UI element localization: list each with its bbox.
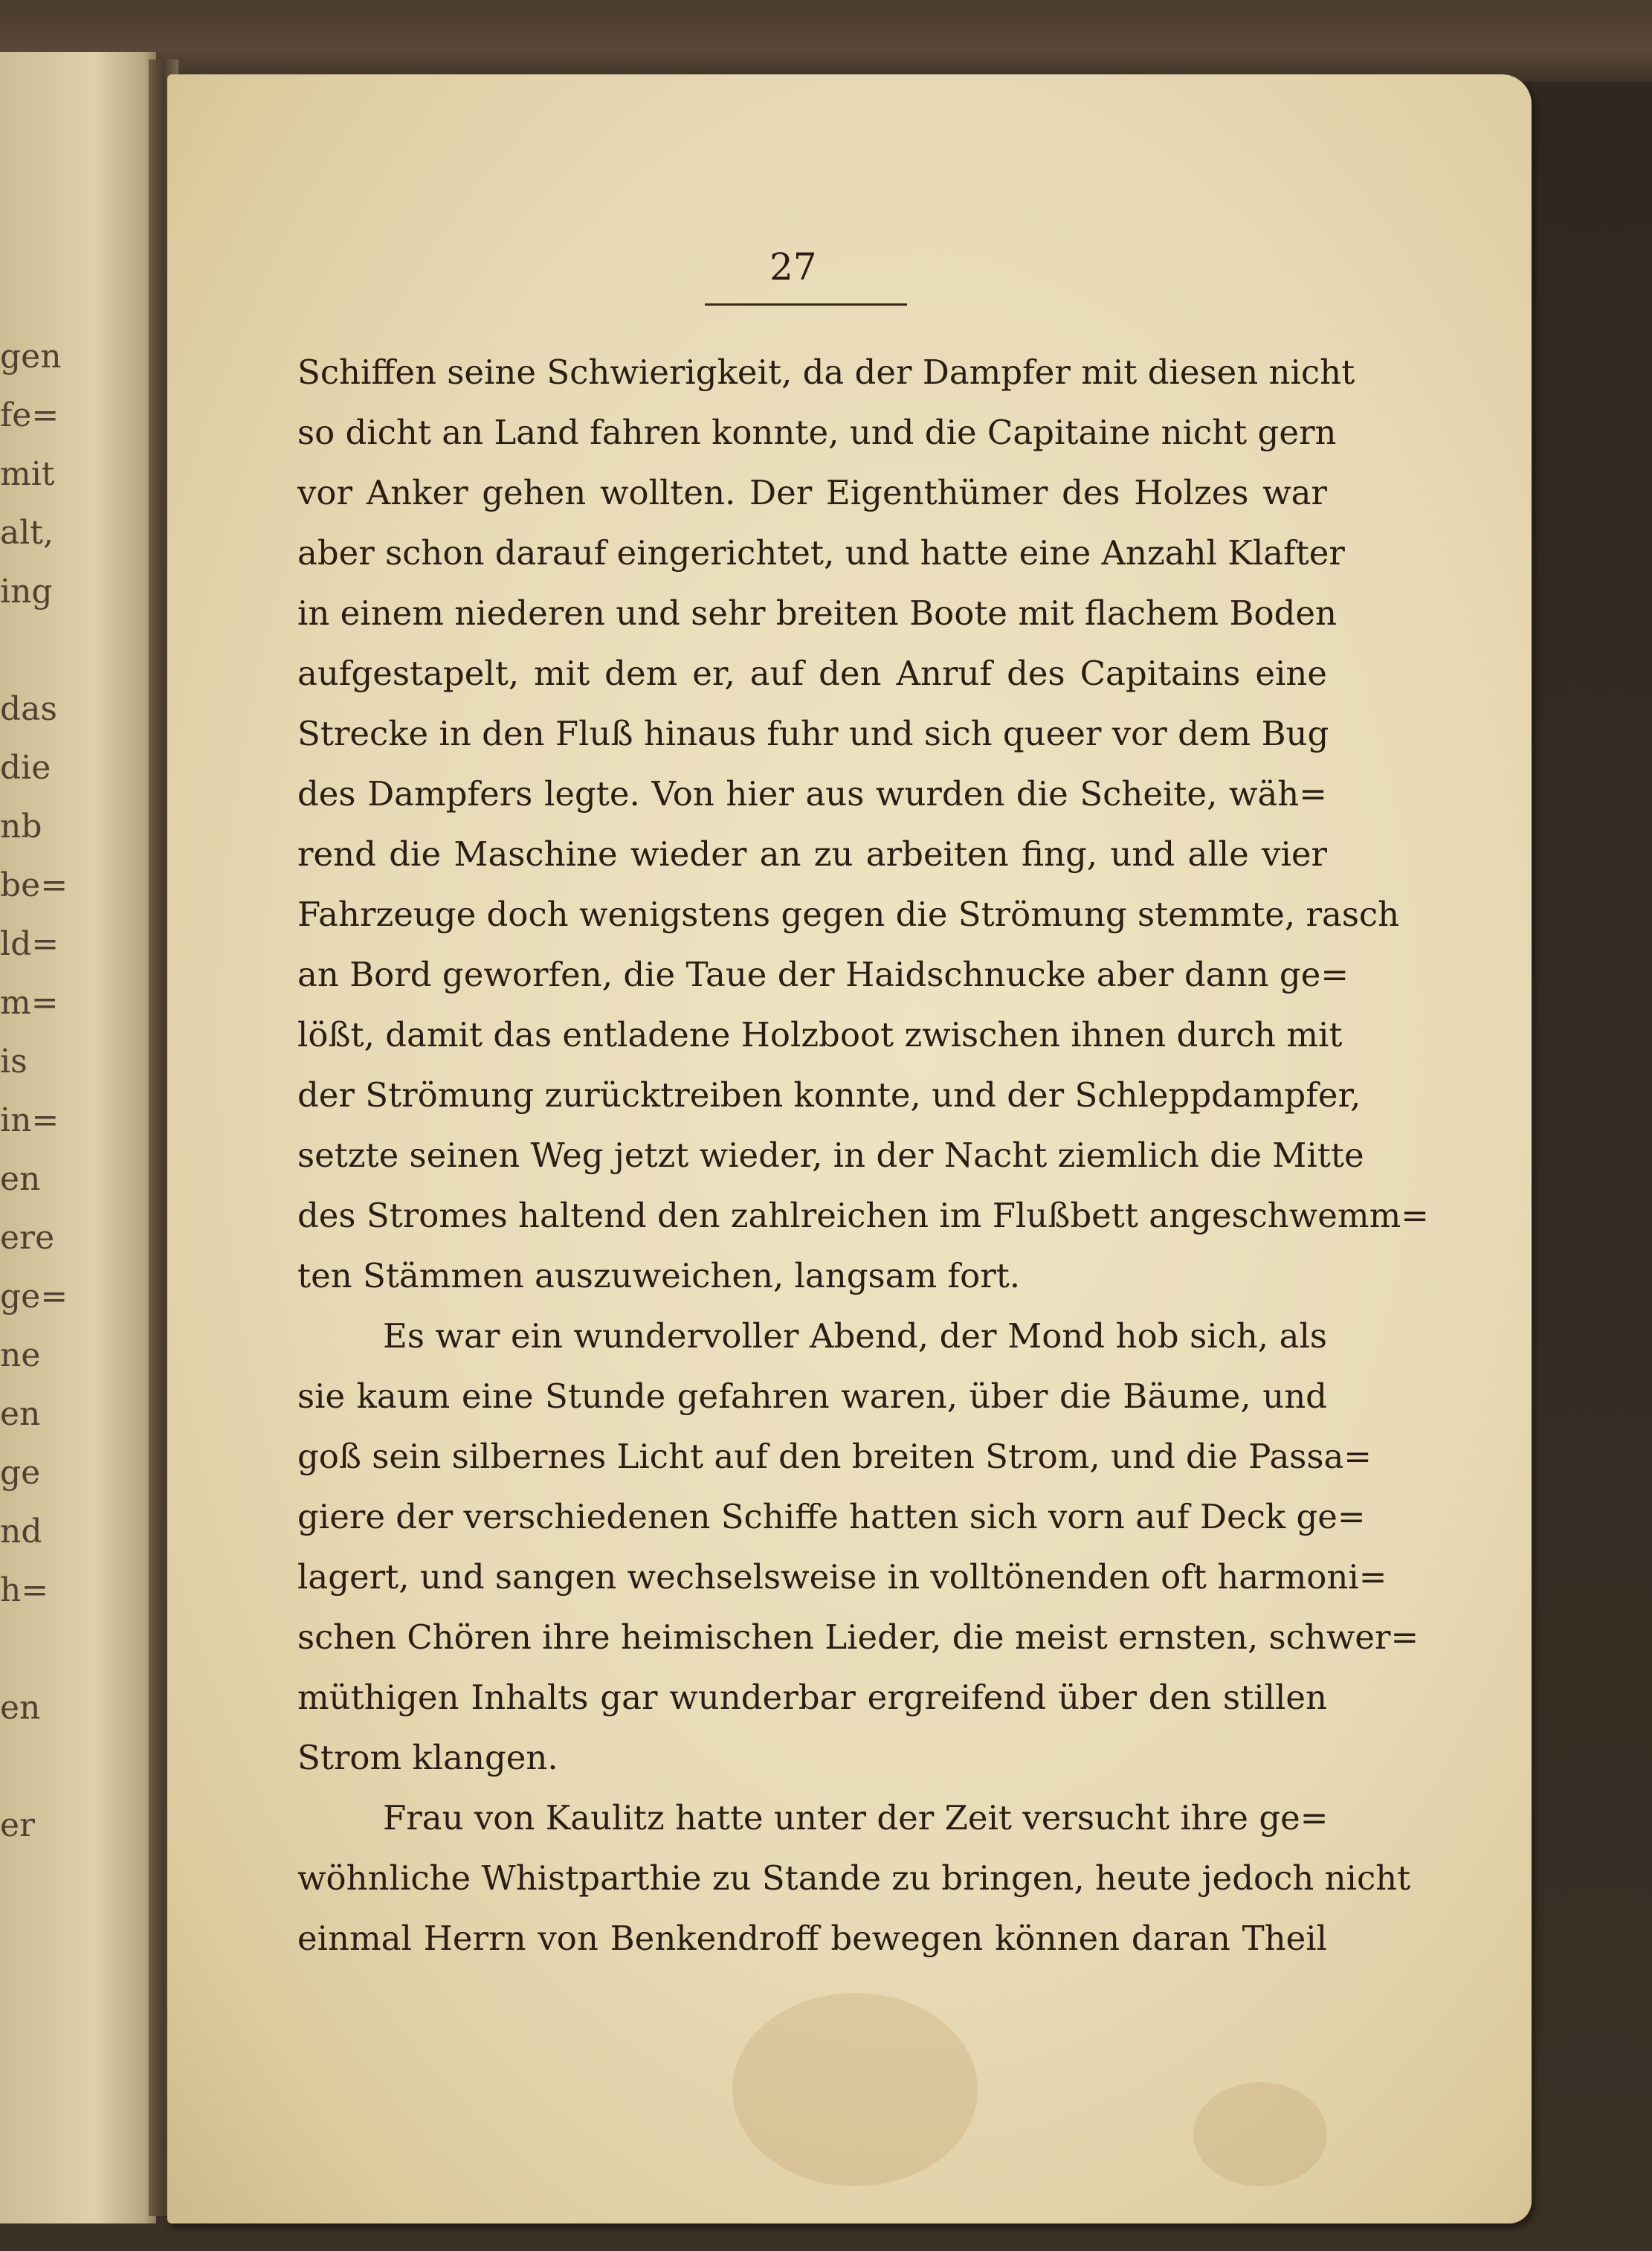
left-page-fragment: be= <box>0 866 68 904</box>
text-line: setzte seinen Weg jetzt wieder, in der Nacht ziemlich die Mitte <box>297 1136 1364 1175</box>
text-line: sie kaum eine Stunde gefahren waren, über die Bäume, und <box>297 1376 1327 1416</box>
text-line: Frau von Kaulitz hatte unter der Zeit versucht ihre ge= <box>383 1798 1329 1838</box>
left-page-fragment: die <box>0 749 51 787</box>
left-page-fragment: alt, <box>0 514 54 552</box>
body-text <box>297 342 1429 1968</box>
left-page-fragment: mit <box>0 455 55 493</box>
left-page-fragment <box>0 1737 67 1796</box>
left-page-fragment: ge <box>0 1454 41 1492</box>
left-page-fragment: fe= <box>0 396 59 434</box>
text-line: des Stromes haltend den zahlreichen im Flußbett angeschwemm= <box>297 1196 1429 1235</box>
text-line: vor Anker gehen wollten. Der Eigenthümer des Holzes war <box>297 473 1327 512</box>
text-line: goß sein silbernes Licht auf den breiten Strom, und die Passa= <box>297 1437 1372 1476</box>
text-line: der Strömung zurücktreiben konnte, und der Schleppdampfer, <box>297 1075 1361 1115</box>
water-stain <box>1193 2082 1327 2186</box>
text-line: müthigen Inhalts gar wunderbar ergreifend über den stillen <box>297 1678 1327 1717</box>
left-page-fragment: m= <box>0 984 59 1022</box>
text-line: in einem niederen und sehr breiten Boote mit flachem Boden <box>297 593 1338 633</box>
header-rule <box>705 303 907 306</box>
left-page-fragment: er <box>0 1806 36 1844</box>
left-page-fragment: is <box>0 1043 28 1081</box>
left-page-fragment: en <box>0 1689 41 1727</box>
text-line: Schiffen seine Schwierigkeit, da der Dampfer mit diesen nicht <box>297 352 1355 392</box>
left-page-fragment: ne <box>0 1336 41 1374</box>
text-line: rend die Maschine wieder an zu arbeiten fing, und alle vier <box>297 834 1327 874</box>
text-line: einmal Herrn von Benkendroff bewegen können daran Theil <box>297 1919 1327 1958</box>
left-page-fragment: ld= <box>0 925 59 963</box>
left-page-fragment: in= <box>0 1101 59 1139</box>
text-line: Fahrzeuge doch wenigstens gegen die Strömung stemmte, rasch <box>297 895 1400 934</box>
left-page-fragment <box>0 1620 67 1678</box>
text-line: wöhnliche Whistparthie zu Stande zu bringen, heute jedoch nicht <box>297 1858 1411 1898</box>
text-line: aufgestapelt, mit dem er, auf den Anruf des Capitains eine <box>297 654 1327 693</box>
left-page-text-fragments <box>0 327 67 1855</box>
book-spine-edge <box>0 0 1652 82</box>
left-page-fragment: ge= <box>0 1278 68 1316</box>
left-page-fragment: h= <box>0 1571 49 1609</box>
text-line: ten Stämmen auszuweichen, langsam fort. <box>297 1256 1021 1295</box>
text-line: lagert, und sangen wechselsweise in volltönenden oft harmoni= <box>297 1557 1387 1597</box>
left-page-fragment: ere <box>0 1219 55 1257</box>
left-page-fragment: en <box>0 1395 41 1433</box>
text-line: des Dampfers legte. Von hier aus wurden die Scheite, wäh= <box>297 774 1327 814</box>
left-page-fragment: gen <box>0 338 62 376</box>
left-page-fragment: en <box>0 1160 41 1198</box>
left-page-fragment: nb <box>0 808 42 846</box>
text-line: Strom klangen. <box>297 1738 558 1777</box>
text-line: Es war ein wundervoller Abend, der Mond hob sich, als <box>383 1316 1327 1356</box>
left-page-fragment: ing <box>0 573 53 611</box>
text-line: an Bord geworfen, die Taue der Haidschnucke aber dann ge= <box>297 955 1349 994</box>
text-line: so dicht an Land fahren konnte, und die Capitaine nicht gern <box>297 413 1337 452</box>
left-page-fragment: nd <box>0 1513 42 1550</box>
left-page-fragment <box>0 621 67 680</box>
text-line: giere der verschiedenen Schiffe hatten sich vorn auf Deck ge= <box>297 1497 1366 1536</box>
text-line: lößt, damit das entladene Holzboot zwischen ihnen durch mit <box>297 1015 1343 1054</box>
water-stain <box>732 1993 978 2186</box>
text-line: Strecke in den Fluß hinaus fuhr und sich queer vor dem Bug <box>297 714 1329 753</box>
text-line: aber schon darauf eingerichtet, und hatte eine Anzahl Klafter <box>297 533 1345 573</box>
page-number: 27 <box>769 245 817 289</box>
left-page-fragment: das <box>0 690 57 728</box>
text-line: schen Chören ihre heimischen Lieder, die meist ernsten, schwer= <box>297 1617 1419 1657</box>
